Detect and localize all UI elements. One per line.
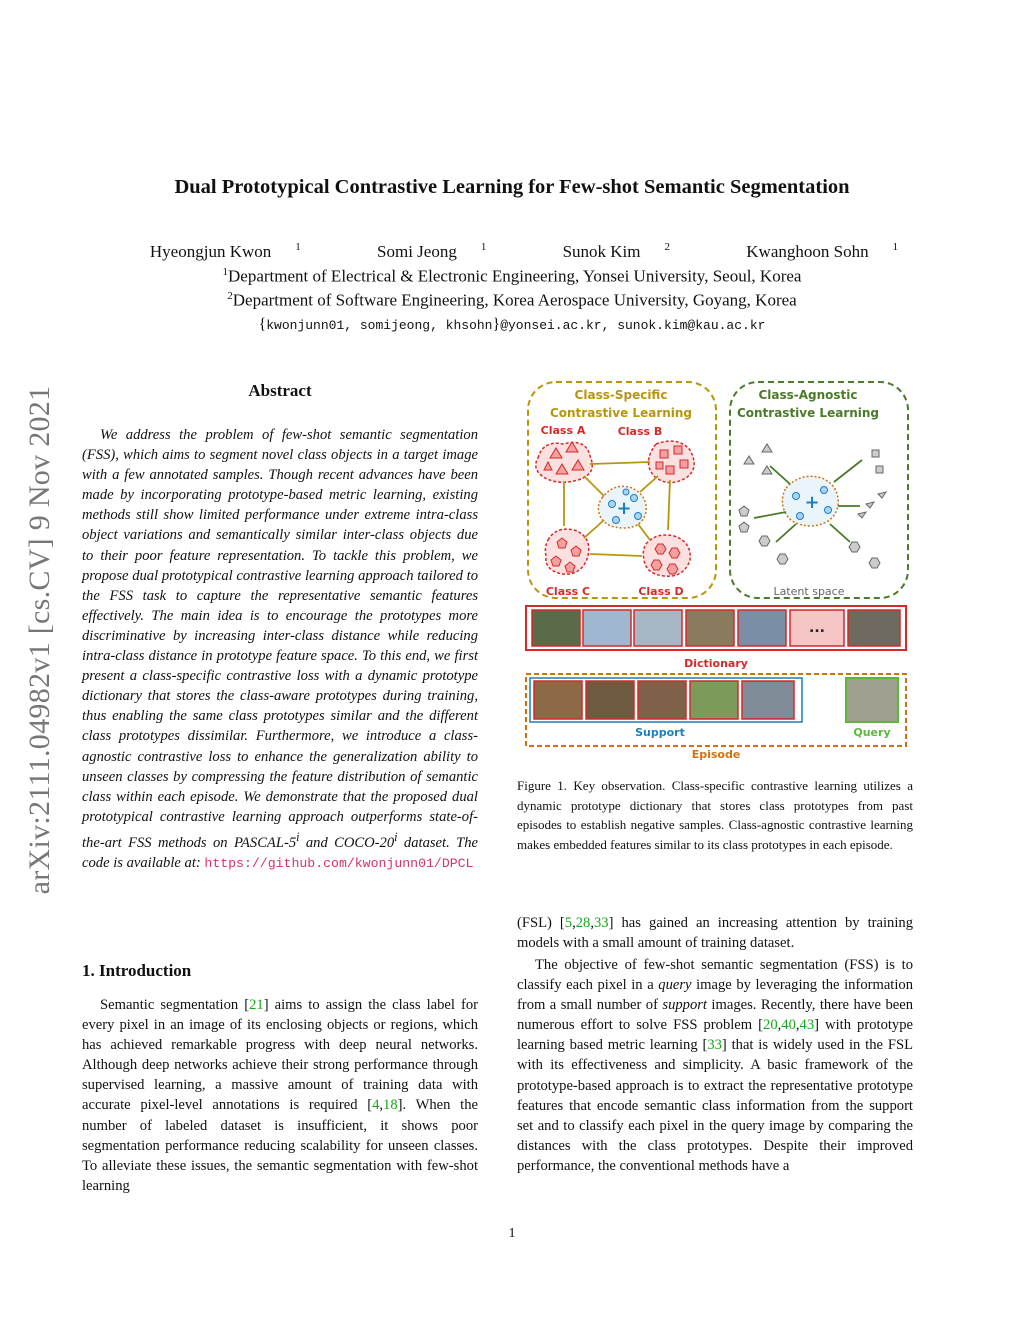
left-panel-title-1: Class-Specific <box>574 388 668 402</box>
right-column-paragraph-1: The objective of few-shot semantic segmentation (FSS) is to classify each pixel in a query image by leveraging the information from a small number of support images. Recently, there have been numerous effort to solve FSS problem [20,40,43] with prototype learning based metric learning [33] that is widely used in the FSL with its effectiveness and simplicity. A basic framework of the prototype-based approach is to extract the representative prototype features that encode semantic class information from the support set and to classify each pixel in the query image by comparing the distances with the class prototypes. Despite their improved performance, the conventional methods have a <box>517 957 914 1174</box>
citation-link[interactable]: 43 <box>799 1017 815 1034</box>
author: Somi Jeong $^1$ <box>377 241 487 261</box>
citation-link[interactable]: 28 <box>575 915 591 931</box>
figure-caption: Figure 1. Key observation. Class-specific contrastive learning utilizes a dynamic prototype dictionary that stores class prototypes from past episodes to establish negative samples. Class-agnostic contrastive learning makes embedded features similar to its class prototypes in each episode. <box>517 778 913 852</box>
left-panel-title-2: Contrastive Learning <box>549 406 693 420</box>
figure-1-diagram <box>518 378 914 766</box>
citation-link[interactable]: 18 <box>383 1097 398 1114</box>
latent-space-label: Latent space <box>773 585 845 598</box>
support-images <box>534 681 794 719</box>
episode-label: Episode <box>691 748 741 761</box>
citation-link[interactable]: 40 <box>781 1017 796 1034</box>
class-c-label: Class C <box>545 585 591 598</box>
abstract-section <box>82 381 478 401</box>
intro-section <box>82 961 478 981</box>
author-list <box>0 241 1024 262</box>
author: Sunok Kim $^2$ <box>562 241 671 261</box>
affiliation-1: $^1$Department of Electrical & Electronic Engineering, Yonsei University, Seoul, Korea <box>222 266 802 286</box>
query-label: Query <box>853 726 891 739</box>
right-panel-title-2: Contrastive Learning <box>736 406 880 420</box>
support-label: Support <box>635 726 685 739</box>
affiliation-2: $^2$Department of Software Engineering, Korea Aerospace University, Goyang, Korea <box>227 290 797 310</box>
dictionary-label: Dictionary <box>684 657 748 670</box>
citation-link[interactable]: 33 <box>707 1037 722 1054</box>
page-number: 1 <box>508 1226 516 1241</box>
author: Kwanghoon Sohn $^1$ <box>746 241 899 261</box>
query-image <box>846 678 898 722</box>
citation-link[interactable]: 33 <box>594 915 609 931</box>
abstract-heading: Abstract <box>248 381 312 400</box>
class-a-label: Class A <box>540 424 586 437</box>
class-d-label: Class D <box>638 585 684 598</box>
dictionary-images <box>532 610 900 646</box>
class-d-cluster <box>643 535 690 576</box>
ellipsis-label: ... <box>809 620 825 636</box>
right-panel-title-1: Class-Agnostic <box>758 388 858 402</box>
intro-heading: 1. Introduction <box>82 961 192 980</box>
author-emails: {kwonjunn01, somijeong, khsohn}@yonsei.ac.kr, sunok.kim@kau.ac.kr <box>258 316 766 333</box>
plus-icon: + <box>804 492 820 513</box>
paper-title: Dual Prototypical Contrastive Learning for Few-shot Semantic Segmentation <box>174 176 850 198</box>
right-column-paragraph-0: (FSL) [5,28,33] has gained an increasing attention by training models with a small amount of training dataset. <box>517 915 913 952</box>
citation-link[interactable]: 20 <box>763 1017 778 1034</box>
code-link[interactable]: https://github.com/kwonjunn01/DPCL <box>204 855 474 871</box>
class-b-label: Class B <box>617 425 663 438</box>
citation-link[interactable]: 21 <box>249 997 264 1013</box>
citation-link[interactable]: 4 <box>372 1097 380 1114</box>
citation-link[interactable]: 5 <box>564 915 573 931</box>
author: Hyeongjun Kwon $^1$ <box>149 241 301 261</box>
intro-paragraph: Semantic segmentation [21] aims to assign the class label for every pixel in an image of its enclosing objects or regions, which has achieved remarkable progress with deep neural networks. Although deep networks achieve their strong performance through supervised learning, a massive amount of training data with accurate pixel-level annotations is required [4,18]. When the number of labeled dataset is insufficient, it shows poor segmentation performance reducing scalability for unseen classes. To alleviate these issues, the semantic segmentation with few-shot learning <box>82 997 479 1194</box>
abstract-text: We address the problem of few-shot semantic segmentation (FSS), which aims to segment novel class objects in a target image with a few annotated samples. Though recent advances have been made by incorporating prototype-based metric learning, existing methods still show limited performance under extreme intra-class object variations and semantically similar inter-class objects due to their poor feature representation. To tackle this problem, we propose dual prototypical contrastive learning approach tailored to the FSS task to capture the representative semantic features effectively. The main idea is to encourage the prototypes more discriminative by increasing inter-class distance while reducing intra-class distance in prototype feature space. To this end, we first present a class-specific contrastive loss with a dynamic prototype dictionary that stores the class-aware prototypes during training, thus enabling the same class prototypes similar and the different class prototypes dissimilar. Furthermore, we introduce a class-agnostic contrastive loss to enhance the generalization ability to unseen classes by compressing the feature distribution of semantic class within each episode. We demonstrate that the proposed dual prototypical contrastive learning approach outperforms state-of-the-art FSS methods on PASCAL-5$^i$ and COCO-20$^i$ dataset. The code is available at: https://github.com/kwonjunn01/DPCL <box>82 427 478 871</box>
plus-icon: + <box>616 498 632 519</box>
